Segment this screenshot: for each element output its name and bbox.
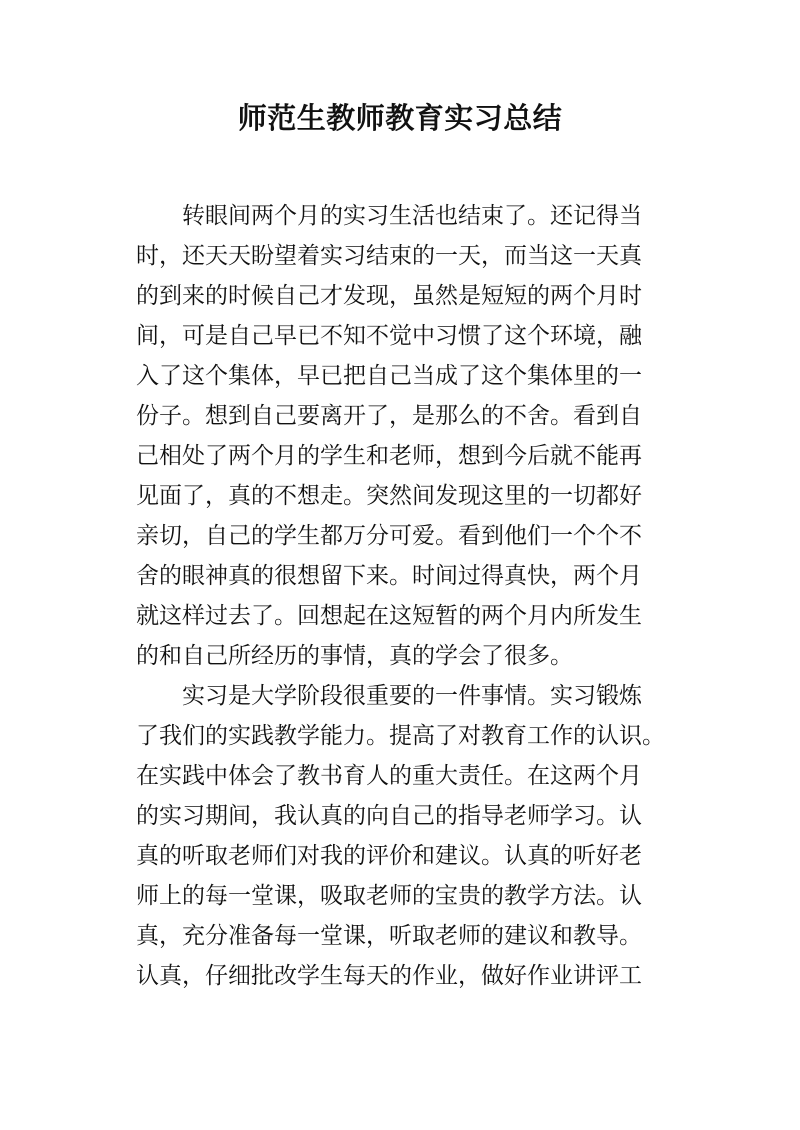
text-line: 就这样过去了。回想起在这短暂的两个月内所发生 bbox=[136, 603, 642, 629]
text-line: 入了这个集体，早已把自己当成了这个集体里的一 bbox=[136, 363, 642, 389]
text-line: 舍的眼神真的很想留下来。时间过得真快，两个月 bbox=[136, 563, 642, 589]
document-body bbox=[136, 196, 666, 996]
text-line: 份子。想到自己要离开了，是那么的不舍。看到自 bbox=[136, 403, 642, 429]
text-line: 了我们的实践教学能力。提高了对教育工作的认识。 bbox=[136, 723, 665, 749]
text-line: 的和自己所经历的事情，真的学会了很多。 bbox=[136, 643, 573, 669]
document-title: 师范生教师教育实习总结 bbox=[237, 101, 563, 135]
text-line: 时，还天天盼望着实习结束的一天，而当这一天真 bbox=[136, 243, 642, 269]
text-line: 真的听取老师们对我的评价和建议。认真的听好老 bbox=[136, 843, 642, 869]
text-line: 实习是大学阶段很重要的一件事情。实习锻炼 bbox=[136, 683, 642, 709]
text-line: 认真，仔细批改学生每天的作业，做好作业讲评工 bbox=[136, 963, 642, 989]
text-line: 己相处了两个月的学生和老师，想到今后就不能再 bbox=[136, 443, 642, 469]
text-line: 的到来的时候自己才发现，虽然是短短的两个月时 bbox=[136, 283, 642, 309]
text-line: 间，可是自己早已不知不觉中习惯了这个环境，融 bbox=[136, 323, 642, 349]
text-line: 亲切，自己的学生都万分可爱。看到他们一个个不 bbox=[136, 523, 642, 549]
text-line: 见面了，真的不想走。突然间发现这里的一切都好 bbox=[136, 483, 642, 509]
text-line: 真，充分准备每一堂课，听取老师的建议和教导。 bbox=[136, 923, 642, 949]
text-line: 的实习期间，我认真的向自己的指导老师学习。认 bbox=[136, 803, 642, 829]
text-line: 师上的每一堂课，吸取老师的宝贵的教学方法。认 bbox=[136, 883, 642, 909]
text-line: 转眼间两个月的实习生活也结束了。还记得当 bbox=[136, 203, 642, 229]
text-line: 在实践中体会了教书育人的重大责任。在这两个月 bbox=[136, 763, 642, 789]
